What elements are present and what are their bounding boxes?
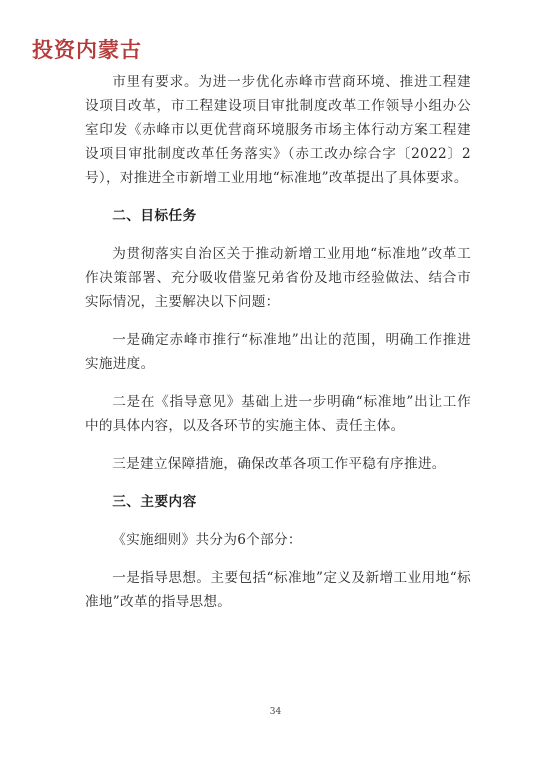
section-heading-main-content: 三、主要内容 xyxy=(112,494,197,510)
paragraph-goal-three: 三是建立保障措施，确保改革各项工作平稳有序推进。 xyxy=(112,456,446,472)
paragraph-guiding-ideology: 一是指导思想。主要包括“标准地”定义及新增工业用地“标准地”改革的指导思想。 xyxy=(85,570,471,610)
page-number: 34 xyxy=(269,707,282,717)
publication-title: 投资内蒙古 xyxy=(32,38,142,62)
paragraph-goals-intro: 为贯彻落实自治区关于推动新增工业用地“标准地”改革工作决策部署、充分吸收借鉴兄弟省份及地市经验做法、结合市实际情况，主要解决以下问题： xyxy=(85,246,471,310)
paragraph-rules-overview: 《实施细则》共分为6个部分： xyxy=(112,532,302,548)
paragraph-goal-one: 一是确定赤峰市推行“标准地”出让的范围，明确工作推进实施进度。 xyxy=(85,332,471,372)
paragraph-requirements: 市里有要求。为进一步优化赤峰市营商环境、推进工程建设项目改革，市工程建设项目审批制度改革工作领导小组办公室印发《赤峰市以更优营商环境服务市场主体行动方案工程建设项目审批制度改革任务落实》（赤工改办综合字〔2022〕2号），对推进全市新增工业用地“标准地”改革提出了具体要求。 xyxy=(85,74,471,186)
paragraph-goal-two: 二是在《指导意见》基础上进一步明确“标准地”出让工作中的具体内容，以及各环节的实施主体、责任主体。 xyxy=(85,394,471,434)
section-heading-goals: 二、目标任务 xyxy=(112,208,197,224)
article-body xyxy=(85,70,471,628)
